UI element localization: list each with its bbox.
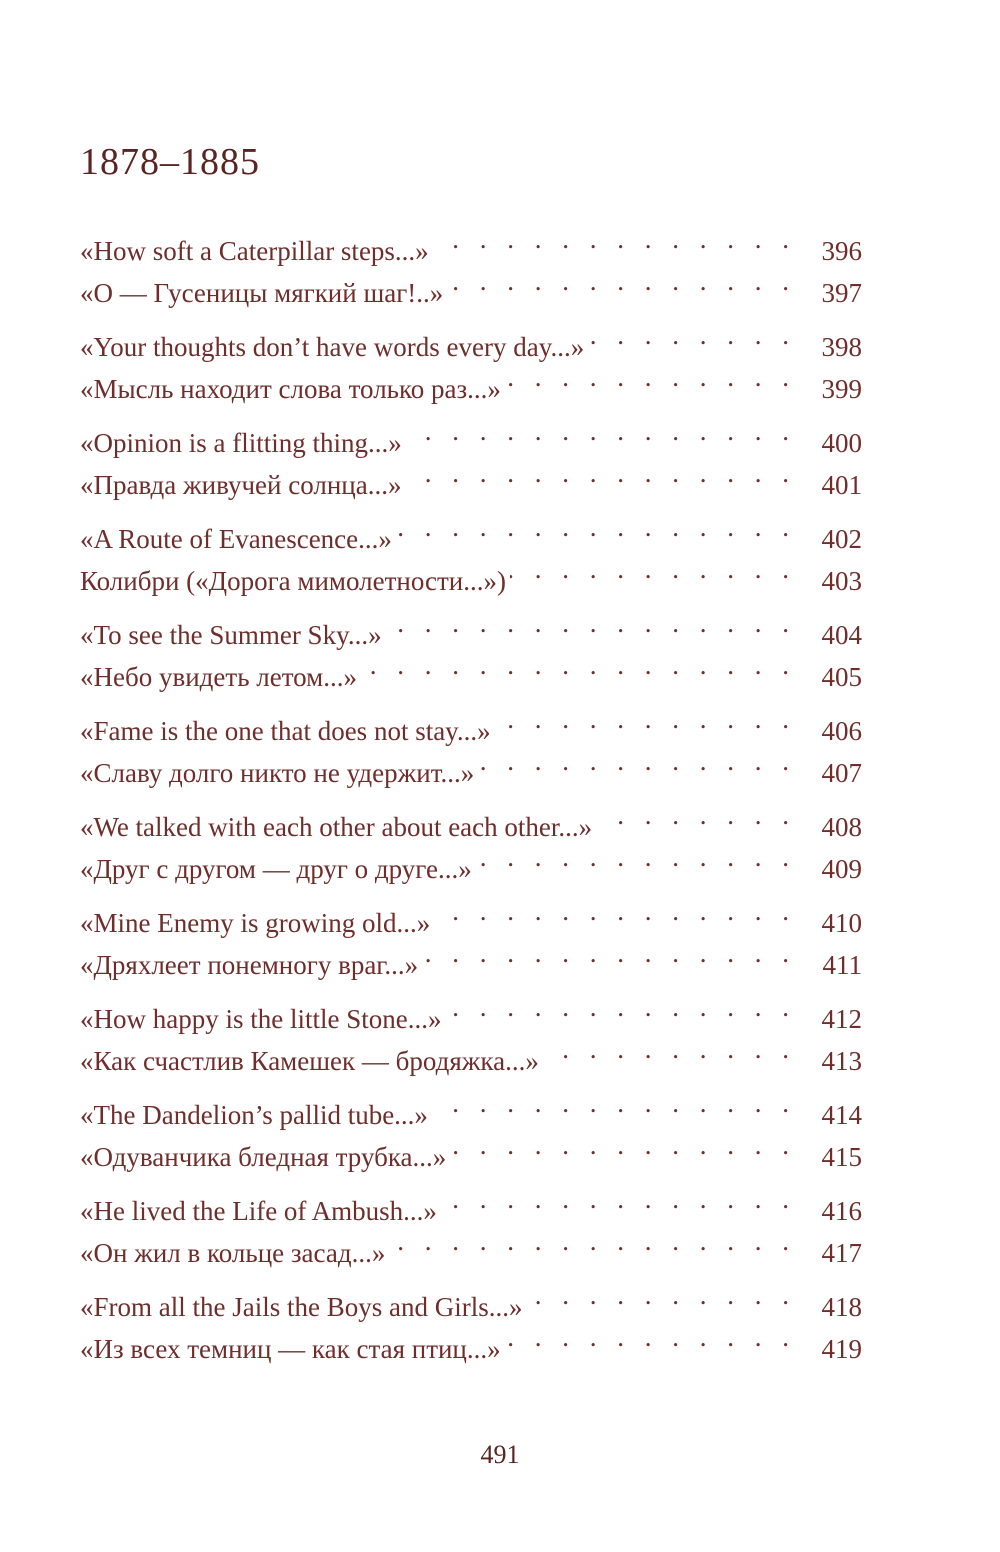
toc-entry-page: 413 — [821, 1046, 862, 1076]
toc-entry-title: «Как счастлив Камешек — бродяжка...» — [80, 1046, 539, 1076]
dot-leader — [389, 1220, 796, 1262]
dot-leader — [447, 260, 796, 302]
toc-group — [80, 890, 862, 980]
toc-group — [80, 218, 862, 308]
toc-entry-page: 417 — [821, 1238, 862, 1268]
toc-entry-title: «How happy is the little Stone...» — [80, 1004, 442, 1034]
toc-entry-title: «О — Гусеницы мягкий шаг!..» — [80, 278, 444, 308]
toc-entry-title: «Mine Enemy is growing old...» — [80, 908, 431, 938]
toc-entry-page: 407 — [821, 758, 862, 788]
toc-entry-page: 398 — [821, 332, 862, 362]
dot-leader — [432, 1082, 796, 1124]
toc-entry-page: 399 — [821, 374, 862, 404]
toc-group — [80, 794, 862, 884]
toc-entry[interactable] — [80, 1178, 862, 1226]
toc-entry-title: «We talked with each other about each other...» — [80, 812, 593, 842]
toc-entry-title: «Дряхлеет понемногу враг...» — [80, 950, 419, 980]
toc-entry-page: 403 — [821, 566, 862, 596]
toc-entry-title: «Правда живучей солнца...» — [80, 470, 402, 500]
dot-leader — [406, 410, 796, 452]
dot-leader — [433, 218, 796, 260]
toc-entry-page: 400 — [821, 428, 862, 458]
toc-group — [80, 698, 862, 788]
toc-group — [80, 314, 862, 404]
toc-entry[interactable] — [80, 986, 862, 1034]
toc-entry-page: 396 — [821, 236, 862, 266]
page-number: 491 — [480, 1440, 520, 1469]
toc-group — [80, 1178, 862, 1268]
dot-leader — [422, 932, 796, 974]
dot-leader — [386, 602, 796, 644]
toc-entry-title: «Небо увидеть летом...» — [80, 662, 357, 692]
dot-leader — [505, 1316, 796, 1358]
dot-leader — [505, 356, 796, 398]
toc-entry-page: 414 — [821, 1100, 862, 1130]
toc-entry[interactable] — [80, 698, 862, 746]
toc-entry-title: «How soft a Caterpillar steps...» — [80, 236, 429, 266]
dot-leader — [543, 1028, 796, 1070]
toc-entry-title: «Славу долго никто не удержит...» — [80, 758, 475, 788]
toc-entry[interactable] — [80, 1082, 862, 1130]
toc-group — [80, 1082, 862, 1172]
toc-entry-title: «The Dandelion’s pallid tube...» — [80, 1100, 428, 1130]
toc-entry-title: «Мысль находит слова только раз...» — [80, 374, 501, 404]
toc-entry-page: 410 — [821, 908, 862, 938]
toc-entry-page: 418 — [821, 1292, 862, 1322]
toc-entry-page: 408 — [821, 812, 862, 842]
toc-entry[interactable] — [80, 314, 862, 362]
toc-entry-title: «Fame is the one that does not stay...» — [80, 716, 491, 746]
toc-entry-page: 411 — [822, 950, 862, 980]
toc-entry-page: 401 — [821, 470, 862, 500]
toc-entry-page: 416 — [821, 1196, 862, 1226]
dot-leader — [478, 740, 796, 782]
toc-entry-title: «A Route of Evanescence...» — [80, 524, 392, 554]
dot-leader — [510, 548, 796, 590]
toc-entry-title: «To see the Summer Sky...» — [80, 620, 382, 650]
toc-entry-title: «Друг с другом — друг о друге...» — [80, 854, 472, 884]
toc-group — [80, 602, 862, 692]
section-title: 1878–1885 — [80, 141, 260, 183]
toc-group — [80, 986, 862, 1076]
toc-entry[interactable] — [80, 410, 862, 458]
toc-entry-page: 415 — [821, 1142, 862, 1172]
dot-leader — [396, 506, 796, 548]
dot-leader — [588, 314, 796, 356]
dot-leader — [596, 794, 796, 836]
toc-entry-title: Колибри («Дорога мимолетности...») — [80, 566, 507, 596]
toc-entry-title: «Opinion is a flitting thing...» — [80, 428, 402, 458]
toc-entry-page: 406 — [821, 716, 862, 746]
dot-leader — [405, 452, 796, 494]
toc-entry[interactable] — [80, 890, 862, 938]
table-of-contents — [80, 218, 862, 1370]
toc-entry[interactable] — [80, 218, 862, 266]
dot-leader — [434, 890, 796, 932]
toc-entry-title: «Одуванчика бледная трубка...» — [80, 1142, 447, 1172]
toc-entry-page: 405 — [821, 662, 862, 692]
dot-leader — [450, 1124, 796, 1166]
toc-entry-title: «Из всех темниц — как стая птиц...» — [80, 1334, 501, 1364]
toc-entry-page: 409 — [821, 854, 862, 884]
toc-entry-page: 419 — [821, 1334, 862, 1364]
toc-entry-title: «He lived the Life of Ambush...» — [80, 1196, 437, 1226]
toc-entry[interactable] — [80, 1274, 862, 1322]
toc-group — [80, 410, 862, 500]
toc-entry-title: «From all the Jails the Boys and Girls...» — [80, 1292, 523, 1322]
toc-entry[interactable] — [80, 506, 862, 554]
toc-entry-page: 412 — [821, 1004, 862, 1034]
dot-leader — [476, 836, 796, 878]
dot-leader — [526, 1274, 796, 1316]
toc-group — [80, 1274, 862, 1364]
toc-entry-title: «Your thoughts don’t have words every day...» — [80, 332, 585, 362]
toc-entry[interactable] — [80, 602, 862, 650]
toc-entry[interactable] — [80, 794, 862, 842]
dot-leader — [445, 986, 796, 1028]
dot-leader — [361, 644, 796, 686]
toc-entry-page: 404 — [821, 620, 862, 650]
toc-entry-page: 402 — [821, 524, 862, 554]
toc-group — [80, 506, 862, 596]
toc-entry-title: «Он жил в кольце засад...» — [80, 1238, 386, 1268]
dot-leader — [441, 1178, 796, 1220]
dot-leader — [495, 698, 796, 740]
toc-entry-page: 397 — [821, 278, 862, 308]
